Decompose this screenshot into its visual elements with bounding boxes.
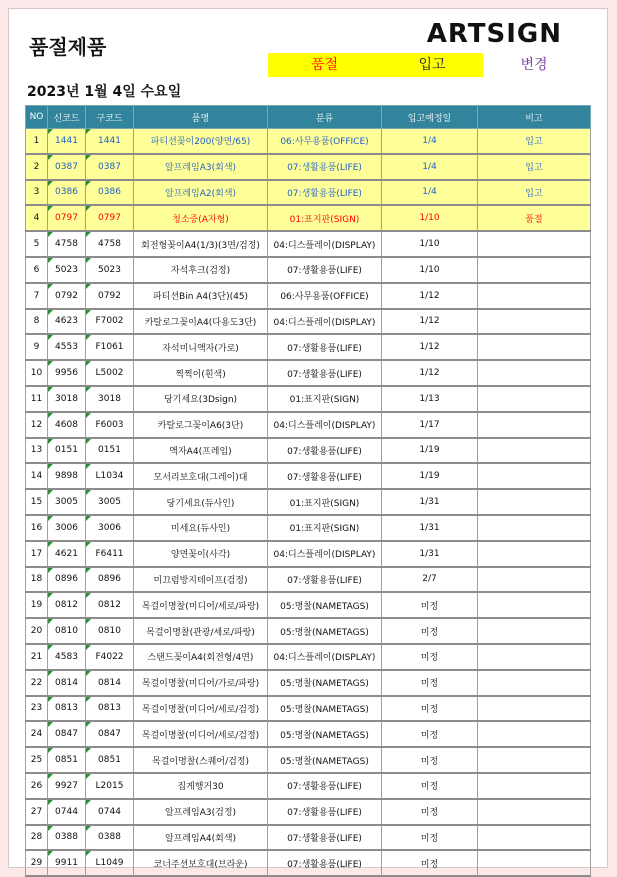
category-cell[interactable]: 06:사무용품(OFFICE)	[268, 129, 382, 154]
product-name-cell[interactable]: 목걸이명찰(미디어/세로/검정)	[134, 721, 268, 747]
table-row[interactable]	[26, 825, 591, 851]
restock-date-cell[interactable]: 1/4	[382, 154, 478, 180]
new-code-cell[interactable]: 9911	[48, 850, 86, 876]
table-row[interactable]	[26, 515, 591, 541]
old-code-cell[interactable]: 3018	[86, 386, 134, 412]
table-row[interactable]	[26, 489, 591, 515]
table-header-row	[26, 106, 591, 129]
table-row[interactable]	[26, 386, 591, 412]
restock-date-cell[interactable]: 미정	[382, 618, 478, 644]
category-cell[interactable]: 05:명찰(NAMETAGS)	[268, 696, 382, 722]
category-cell[interactable]: 07:생활용품(LIFE)	[268, 154, 382, 180]
new-code-cell[interactable]: 0896	[48, 567, 86, 593]
restock-date-cell[interactable]: 미정	[382, 592, 478, 618]
category-cell[interactable]: 05:명찰(NAMETAGS)	[268, 670, 382, 696]
product-name-cell[interactable]: 목걸이명찰(미디어/가로/파랑)	[134, 670, 268, 696]
product-name-cell[interactable]: 당기세요(듀사인)	[134, 489, 268, 515]
old-code-cell[interactable]: 1441	[86, 129, 134, 154]
product-name-cell[interactable]: 미세요(듀사인)	[134, 515, 268, 541]
category-cell[interactable]: 07:생활용품(LIFE)	[268, 180, 382, 206]
remarks-cell[interactable]	[478, 618, 591, 644]
table-row[interactable]	[26, 412, 591, 438]
row-number[interactable]: 6	[26, 257, 48, 283]
row-number[interactable]: 7	[26, 283, 48, 309]
remarks-cell[interactable]	[478, 825, 591, 851]
brand-logo-text: ARTSIGN	[426, 19, 562, 49]
remarks-cell[interactable]	[478, 773, 591, 799]
restock-date-cell[interactable]: 1/17	[382, 412, 478, 438]
old-code-cell[interactable]: 5023	[86, 257, 134, 283]
row-number[interactable]: 25	[26, 747, 48, 773]
remarks-cell[interactable]	[478, 283, 591, 309]
table-row[interactable]	[26, 592, 591, 618]
new-code-cell[interactable]: 0151	[48, 438, 86, 464]
remarks-cell[interactable]: 입고	[478, 129, 591, 154]
table-row[interactable]	[26, 670, 591, 696]
product-name-cell[interactable]: 집게행거30	[134, 773, 268, 799]
row-number[interactable]: 10	[26, 360, 48, 386]
product-name-cell[interactable]: 코너주션보호대(브라운)	[134, 850, 268, 876]
column-header-remarks[interactable]: 비고	[478, 106, 591, 129]
remarks-cell[interactable]	[478, 541, 591, 567]
product-name-cell[interactable]: 모서리보호대(그레이)대	[134, 463, 268, 489]
new-code-cell[interactable]: 9898	[48, 463, 86, 489]
new-code-cell[interactable]: 4553	[48, 334, 86, 360]
old-code-cell[interactable]: 4758	[86, 231, 134, 257]
row-number[interactable]: 13	[26, 438, 48, 464]
restock-date-cell[interactable]: 미정	[382, 799, 478, 825]
remarks-cell[interactable]	[478, 412, 591, 438]
legend-change: 변경	[520, 57, 548, 73]
table-body	[26, 129, 591, 877]
remarks-cell[interactable]	[478, 231, 591, 257]
old-code-cell[interactable]: 0792	[86, 283, 134, 309]
category-cell[interactable]: 07:생활용품(LIFE)	[268, 799, 382, 825]
category-cell[interactable]: 05:명찰(NAMETAGS)	[268, 592, 382, 618]
category-cell[interactable]: 01:표지판(SIGN)	[268, 386, 382, 412]
table-row[interactable]	[26, 283, 591, 309]
restock-date-cell[interactable]: 1/12	[382, 360, 478, 386]
column-header-product-name[interactable]: 품명	[134, 106, 268, 129]
old-code-cell[interactable]: F6003	[86, 412, 134, 438]
column-header-new-code[interactable]: 신코드	[48, 106, 86, 129]
restock-date-cell[interactable]: 미정	[382, 670, 478, 696]
remarks-cell[interactable]	[478, 799, 591, 825]
old-code-cell[interactable]: F4022	[86, 644, 134, 670]
remarks-cell[interactable]	[478, 850, 591, 876]
old-code-cell[interactable]: L5002	[86, 360, 134, 386]
restock-date-cell[interactable]: 1/12	[382, 334, 478, 360]
row-number[interactable]: 20	[26, 618, 48, 644]
product-name-cell[interactable]: 파티션Bin A4(3단)(45)	[134, 283, 268, 309]
restock-date-cell[interactable]: 1/31	[382, 489, 478, 515]
category-cell[interactable]: 05:명찰(NAMETAGS)	[268, 721, 382, 747]
product-name-cell[interactable]: 찍찍이(흰색)	[134, 360, 268, 386]
remarks-cell[interactable]	[478, 696, 591, 722]
category-cell[interactable]: 05:명찰(NAMETAGS)	[268, 747, 382, 773]
report-date: 2023년 1월 4일 수요일	[27, 84, 182, 100]
category-cell[interactable]: 07:생활용품(LIFE)	[268, 773, 382, 799]
new-code-cell[interactable]: 0813	[48, 696, 86, 722]
product-name-cell[interactable]: 카탈로그꽂이A6(3단)	[134, 412, 268, 438]
restock-date-cell[interactable]: 1/10	[382, 231, 478, 257]
product-name-cell[interactable]: 목걸이명찰(미디어/세로/파랑)	[134, 592, 268, 618]
column-header-category[interactable]: 분류	[268, 106, 382, 129]
restock-date-cell[interactable]: 미정	[382, 644, 478, 670]
category-cell[interactable]: 01:표지판(SIGN)	[268, 515, 382, 541]
remarks-cell[interactable]	[478, 360, 591, 386]
new-code-cell[interactable]: 0812	[48, 592, 86, 618]
old-code-cell[interactable]: 0814	[86, 670, 134, 696]
restock-date-cell[interactable]: 1/12	[382, 283, 478, 309]
row-number[interactable]: 9	[26, 334, 48, 360]
remarks-cell[interactable]	[478, 309, 591, 335]
remarks-cell[interactable]	[478, 438, 591, 464]
remarks-cell[interactable]	[478, 489, 591, 515]
table-row[interactable]	[26, 334, 591, 360]
category-cell[interactable]: 05:명찰(NAMETAGS)	[268, 618, 382, 644]
category-cell[interactable]: 04:디스플레이(DISPLAY)	[268, 541, 382, 567]
table-row[interactable]	[26, 231, 591, 257]
old-code-cell[interactable]: 0388	[86, 825, 134, 851]
table-row[interactable]	[26, 257, 591, 283]
remarks-cell[interactable]: 품절	[478, 205, 591, 231]
product-name-cell[interactable]: 카탈로그꽂이A4(다용도3단)	[134, 309, 268, 335]
remarks-cell[interactable]	[478, 670, 591, 696]
row-number[interactable]: 19	[26, 592, 48, 618]
old-code-cell[interactable]: 0797	[86, 205, 134, 231]
restock-date-cell[interactable]: 미정	[382, 696, 478, 722]
category-cell[interactable]: 06:사무용품(OFFICE)	[268, 283, 382, 309]
row-number[interactable]: 29	[26, 850, 48, 876]
category-cell[interactable]: 07:생활용품(LIFE)	[268, 257, 382, 283]
category-cell[interactable]: 07:생활용품(LIFE)	[268, 360, 382, 386]
product-name-cell[interactable]: 알프레임A3(검정)	[134, 799, 268, 825]
new-code-cell[interactable]: 1441	[48, 129, 86, 154]
new-code-cell[interactable]: 0847	[48, 721, 86, 747]
row-number[interactable]: 23	[26, 696, 48, 722]
table-row[interactable]	[26, 309, 591, 335]
product-name-cell[interactable]: 자석후크(검정)	[134, 257, 268, 283]
restock-date-cell[interactable]: 1/31	[382, 541, 478, 567]
row-number[interactable]: 2	[26, 154, 48, 180]
page-title: 품절제품	[29, 35, 107, 59]
row-number[interactable]: 8	[26, 309, 48, 335]
product-name-cell[interactable]: 당기세요(3Dsign)	[134, 386, 268, 412]
restock-date-cell[interactable]: 1/4	[382, 129, 478, 154]
remarks-cell[interactable]	[478, 463, 591, 489]
product-name-cell[interactable]: 목걸이명찰(미디어/세로/검정)	[134, 696, 268, 722]
new-code-cell[interactable]: 4758	[48, 231, 86, 257]
row-number[interactable]: 27	[26, 799, 48, 825]
legend-restock: 입고	[381, 53, 483, 77]
new-code-cell[interactable]: 0810	[48, 618, 86, 644]
restock-date-cell[interactable]: 1/31	[382, 515, 478, 541]
restock-date-cell[interactable]: 1/13	[382, 386, 478, 412]
old-code-cell[interactable]: 0851	[86, 747, 134, 773]
new-code-cell[interactable]: 0387	[48, 154, 86, 180]
new-code-cell[interactable]: 4608	[48, 412, 86, 438]
row-number[interactable]: 1	[26, 129, 48, 154]
remarks-cell[interactable]	[478, 644, 591, 670]
category-cell[interactable]: 04:디스플레이(DISPLAY)	[268, 309, 382, 335]
restock-date-cell[interactable]: 미정	[382, 825, 478, 851]
row-number[interactable]: 5	[26, 231, 48, 257]
row-number[interactable]: 21	[26, 644, 48, 670]
restock-date-cell[interactable]: 1/12	[382, 309, 478, 335]
old-code-cell[interactable]: 0744	[86, 799, 134, 825]
old-code-cell[interactable]: L1049	[86, 850, 134, 876]
new-code-cell[interactable]: 9927	[48, 773, 86, 799]
remarks-cell[interactable]	[478, 334, 591, 360]
product-name-cell[interactable]: 자석미니액자(가로)	[134, 334, 268, 360]
restock-date-cell[interactable]: 1/10	[382, 257, 478, 283]
category-cell[interactable]: 07:생활용품(LIFE)	[268, 334, 382, 360]
old-code-cell[interactable]: 0847	[86, 721, 134, 747]
category-cell[interactable]: 07:생활용품(LIFE)	[268, 463, 382, 489]
new-code-cell[interactable]: 0797	[48, 205, 86, 231]
row-number[interactable]: 16	[26, 515, 48, 541]
old-code-cell[interactable]: 0386	[86, 180, 134, 206]
old-code-cell[interactable]: F1061	[86, 334, 134, 360]
product-name-cell[interactable]: 알프레임A2(회색)	[134, 180, 268, 206]
table-row[interactable]	[26, 850, 591, 876]
new-code-cell[interactable]: 3006	[48, 515, 86, 541]
new-code-cell[interactable]: 0792	[48, 283, 86, 309]
row-number[interactable]: 11	[26, 386, 48, 412]
new-code-cell[interactable]: 3018	[48, 386, 86, 412]
restock-date-cell[interactable]: 미정	[382, 850, 478, 876]
restock-date-cell[interactable]: 미정	[382, 747, 478, 773]
old-code-cell[interactable]: F7002	[86, 309, 134, 335]
product-name-cell[interactable]: 알프레임A3(회색)	[134, 154, 268, 180]
row-number[interactable]: 18	[26, 567, 48, 593]
row-number[interactable]: 26	[26, 773, 48, 799]
restock-date-cell[interactable]: 1/10	[382, 205, 478, 231]
remarks-cell[interactable]	[478, 747, 591, 773]
table-row[interactable]	[26, 129, 591, 154]
row-number[interactable]: 12	[26, 412, 48, 438]
product-name-cell[interactable]: 스탠드꽂이A4(회전형/4면)	[134, 644, 268, 670]
table-row[interactable]	[26, 463, 591, 489]
old-code-cell[interactable]: 0387	[86, 154, 134, 180]
table-row[interactable]	[26, 799, 591, 825]
remarks-cell[interactable]	[478, 721, 591, 747]
new-code-cell[interactable]: 0744	[48, 799, 86, 825]
row-number[interactable]: 3	[26, 180, 48, 206]
old-code-cell[interactable]: 3006	[86, 515, 134, 541]
restock-date-cell[interactable]: 1/4	[382, 180, 478, 206]
column-header-no[interactable]: NO	[26, 106, 48, 129]
table-row[interactable]	[26, 360, 591, 386]
table-row[interactable]	[26, 154, 591, 180]
table-row[interactable]	[26, 747, 591, 773]
table-row[interactable]	[26, 438, 591, 464]
category-cell[interactable]: 07:생활용품(LIFE)	[268, 567, 382, 593]
row-number[interactable]: 28	[26, 825, 48, 851]
column-header-restock-date[interactable]: 입고예정일	[382, 106, 478, 129]
row-number[interactable]: 22	[26, 670, 48, 696]
row-number[interactable]: 24	[26, 721, 48, 747]
legend-sold-out: 품절	[268, 53, 381, 77]
remarks-cell[interactable]	[478, 386, 591, 412]
remarks-cell[interactable]	[478, 515, 591, 541]
old-code-cell[interactable]: L1034	[86, 463, 134, 489]
table-row[interactable]	[26, 541, 591, 567]
category-cell[interactable]: 07:생활용품(LIFE)	[268, 438, 382, 464]
restock-date-cell[interactable]: 1/19	[382, 463, 478, 489]
document-sheet	[8, 8, 608, 868]
old-code-cell[interactable]: 0813	[86, 696, 134, 722]
table-row[interactable]	[26, 567, 591, 593]
table-row[interactable]	[26, 180, 591, 206]
table-row[interactable]	[26, 205, 591, 231]
category-cell[interactable]: 04:디스플레이(DISPLAY)	[268, 644, 382, 670]
remarks-cell[interactable]	[478, 257, 591, 283]
new-code-cell[interactable]: 4583	[48, 644, 86, 670]
restock-date-cell[interactable]: 미정	[382, 721, 478, 747]
old-code-cell[interactable]: 0810	[86, 618, 134, 644]
new-code-cell[interactable]: 3005	[48, 489, 86, 515]
row-number[interactable]: 17	[26, 541, 48, 567]
remarks-cell[interactable]	[478, 567, 591, 593]
table-row[interactable]	[26, 721, 591, 747]
product-name-cell[interactable]: 액자A4(프레임)	[134, 438, 268, 464]
old-code-cell[interactable]: 0896	[86, 567, 134, 593]
row-number[interactable]: 15	[26, 489, 48, 515]
product-name-cell[interactable]: 청소중(A자형)	[134, 205, 268, 231]
row-number[interactable]: 4	[26, 205, 48, 231]
new-code-cell[interactable]: 5023	[48, 257, 86, 283]
old-code-cell[interactable]: F6411	[86, 541, 134, 567]
category-cell[interactable]: 01:표지판(SIGN)	[268, 205, 382, 231]
new-code-cell[interactable]: 0386	[48, 180, 86, 206]
restock-date-cell[interactable]: 2/7	[382, 567, 478, 593]
category-cell[interactable]: 01:표지판(SIGN)	[268, 489, 382, 515]
new-code-cell[interactable]: 0388	[48, 825, 86, 851]
product-name-cell[interactable]: 미끄럼방지테이프(검정)	[134, 567, 268, 593]
old-code-cell[interactable]: 0151	[86, 438, 134, 464]
remarks-cell[interactable]	[478, 592, 591, 618]
category-cell[interactable]: 07:생활용품(LIFE)	[268, 850, 382, 876]
old-code-cell[interactable]: L2015	[86, 773, 134, 799]
table-row[interactable]	[26, 773, 591, 799]
row-number[interactable]: 14	[26, 463, 48, 489]
product-name-cell[interactable]: 목걸이명찰(스퀘어/검정)	[134, 747, 268, 773]
table-row[interactable]	[26, 644, 591, 670]
column-header-old-code[interactable]: 구코드	[86, 106, 134, 129]
restock-date-cell[interactable]: 미정	[382, 773, 478, 799]
product-name-cell[interactable]: 알프레임A4(회색)	[134, 825, 268, 851]
category-cell[interactable]: 07:생활용품(LIFE)	[268, 825, 382, 851]
table-row[interactable]	[26, 618, 591, 644]
new-code-cell[interactable]: 4621	[48, 541, 86, 567]
category-cell[interactable]: 04:디스플레이(DISPLAY)	[268, 412, 382, 438]
product-name-cell[interactable]: 파티션꽂이200(양면/65)	[134, 129, 268, 154]
product-name-cell[interactable]: 목걸이명찰(관광/세로/파랑)	[134, 618, 268, 644]
new-code-cell[interactable]: 9956	[48, 360, 86, 386]
category-cell[interactable]: 04:디스플레이(DISPLAY)	[268, 231, 382, 257]
product-name-cell[interactable]: 회전형꽂이A4(1/3)(3면/검정)	[134, 231, 268, 257]
remarks-cell[interactable]: 입고	[478, 154, 591, 180]
new-code-cell[interactable]: 4623	[48, 309, 86, 335]
product-name-cell[interactable]: 양면꽂이(사각)	[134, 541, 268, 567]
old-code-cell[interactable]: 0812	[86, 592, 134, 618]
new-code-cell[interactable]: 0851	[48, 747, 86, 773]
remarks-cell[interactable]: 입고	[478, 180, 591, 206]
old-code-cell[interactable]: 3005	[86, 489, 134, 515]
product-table	[25, 105, 591, 877]
new-code-cell[interactable]: 0814	[48, 670, 86, 696]
restock-date-cell[interactable]: 1/19	[382, 438, 478, 464]
table-row[interactable]	[26, 696, 591, 722]
